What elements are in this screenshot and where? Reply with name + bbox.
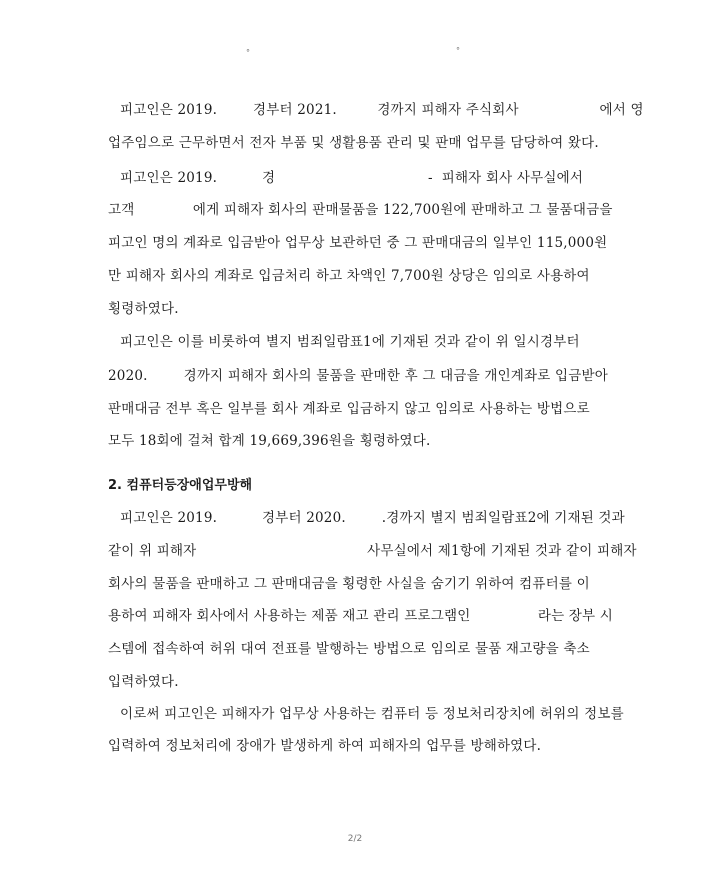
text-line: 모두 18회에 걸쳐 합계 19,669,396원을 횡령하였다. xyxy=(108,433,431,449)
text-line: 피고인 명의 계좌로 입금받아 업무상 보관하던 중 그 판매대금의 일부인 115,000원 xyxy=(108,235,608,251)
text-line: 만 피해자 회사의 계좌로 입금처리 하고 차액인 7,700원 상당은 임의로 사용하여 xyxy=(108,268,590,284)
header-mark-right: ° xyxy=(456,46,460,55)
text-line: 업주임으로 근무하면서 전자 부품 및 생활용품 관리 및 판매 업무를 담당하여 왔다. xyxy=(108,135,599,151)
text-line: 고객 에게 피해자 회사의 판매물품을 122,700원에 판매하고 그 물품대금을 xyxy=(108,202,613,218)
section-2-title: 2. 컴퓨터등장애업무방해 xyxy=(108,478,253,493)
text-line: 스템에 접속하여 허위 대여 전표를 발행하는 방법으로 임의로 물품 재고량을 축소 xyxy=(108,641,590,657)
header-mark-left: ° xyxy=(246,48,250,57)
text-line: 같이 위 피해자 사무실에서 제1항에 기재된 것과 같이 피해자 xyxy=(108,543,637,559)
text-line: 판매대금 전부 혹은 일부를 회사 계좌로 입금하지 않고 임의로 사용하는 방법으로 xyxy=(108,401,590,417)
text-line: 피고인은 2019. 경부터 2021. 경까지 피해자 주식회사 에서 영 xyxy=(120,102,644,118)
text-line: 입력하여 정보처리에 장애가 발생하게 하여 피해자의 업무를 방해하였다. xyxy=(108,738,542,754)
text-line: 횡령하였다. xyxy=(108,301,179,317)
text-line: 회사의 물품을 판매하고 그 판매대금을 횡령한 사실을 숨기기 위하여 컴퓨터를 이 xyxy=(108,576,590,592)
text-line: 용하여 피해자 회사에서 사용하는 제품 재고 관리 프로그램인 라는 장부 시 xyxy=(108,608,614,624)
text-line: 피고인은 2019. 경부터 2020. .경까지 별지 범죄일람표2에 기재된 것과 xyxy=(120,510,625,526)
page-number: 2/2 xyxy=(347,834,363,844)
text-line: 이로써 피고인은 피해자가 업무상 사용하는 컴퓨터 등 정보처리장치에 허위의 정보를 xyxy=(120,706,624,722)
text-line: 피고인은 2019. 경 - 피해자 회사 사무실에서 xyxy=(120,170,584,186)
text-line: 피고인은 이를 비롯하여 별지 범죄일람표1에 기재된 것과 같이 위 일시경부터 xyxy=(120,334,580,350)
text-line: 입력하였다. xyxy=(108,674,179,690)
text-line: 2020. 경까지 피해자 회사의 물품을 판매한 후 그 대금을 개인계좌로 입금받아 xyxy=(108,368,608,384)
